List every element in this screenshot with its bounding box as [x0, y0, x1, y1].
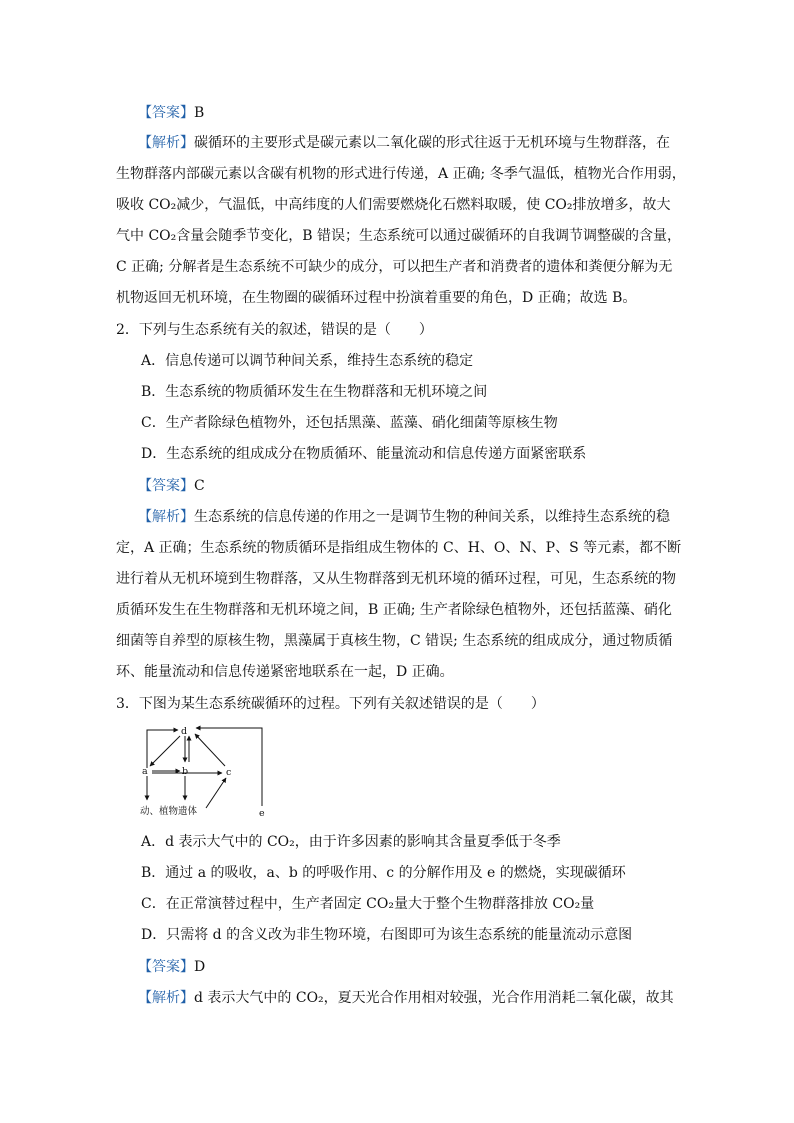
option-b: B．通过 a 的吸收，a、b 的呼吸作用、c 的分解作用及 e 的燃烧，实现碳循环	[141, 865, 626, 881]
analysis-line: 细菌等自养型的原核生物，黑藻属于真核生物，C 错误; 生态系统的组成成分，通过物质循	[116, 633, 673, 649]
analysis-tag: 【解析】	[138, 990, 194, 1006]
answer-line-3	[138, 957, 205, 977]
analysis-line: 定，A 正确；生态系统的物质循环是指组成生物体的 C、H、O、N、P、S 等元素，都不断	[116, 540, 682, 556]
analysis-line	[138, 133, 670, 153]
analysis-line: 气中 CO₂含量会随季节变化，B 错误；生态系统可以通过碳循环的自我调节调整碳的含量，	[116, 228, 681, 244]
analysis-line: C 正确; 分解者是生态系统不可缺少的成分，可以把生产者和消费者的遗体和粪便分解为无	[116, 259, 673, 275]
node-remains: 动、植物遗体	[140, 806, 198, 817]
analysis-line	[138, 988, 674, 1008]
analysis-line: 生物群落内部碳元素以含碳有机物的形式进行传递，A 正确; 冬季气温低，植物光合作用弱，	[116, 166, 686, 182]
option-c: C．生产者除绿色植物外，还包括黑藻、蓝藻、硝化细菌等原核生物	[141, 415, 558, 431]
option-d: D．生态系统的组成成分在物质循环、能量流动和信息传递方面紧密联系	[141, 446, 587, 462]
answer-line-1	[138, 103, 204, 123]
answer-line-2	[138, 476, 205, 496]
analysis-text: 生态系统的信息传递的作用之一是调节生物的种间关系，以维持生态系统的稳	[194, 509, 670, 525]
answer-value: C	[194, 478, 205, 494]
analysis-line: 质循环发生在生物群落和无机环境之间，B 正确; 生产者除绿色植物外，还包括蓝藻、硝化	[116, 602, 672, 618]
node-e: e	[259, 808, 265, 819]
question-stem: 2．下列与生态系统有关的叙述，错误的是（ ）	[116, 322, 433, 338]
answer-tag: 【答案】	[138, 478, 194, 494]
answer-value: D	[194, 959, 206, 975]
answer-tag: 【答案】	[138, 959, 194, 975]
analysis-line: 机物返回无机环境，在生物圈的碳循环过程中扮演着重要的角色，D 正确；故选 B。	[116, 290, 637, 306]
analysis-line: 环、能量流动和信息传递紧密地联系在一起，D 正确。	[116, 664, 454, 680]
analysis-text: d 表示大气中的 CO₂，夏天光合作用相对较强，光合作用消耗二氧化碳，故其	[194, 990, 674, 1006]
analysis-text: 碳循环的主要形式是碳元素以二氧化碳的形式往返于无机环境与生物群落，在	[194, 135, 670, 151]
node-b: b	[182, 766, 189, 777]
analysis-tag: 【解析】	[138, 509, 194, 525]
option-a: A．d 表示大气中的 CO₂，由于许多因素的影响其含量夏季低于冬季	[141, 834, 561, 850]
option-d: D．只需将 d 的含义改为非生物环境，右图即可为该生态系统的能量流动示意图	[141, 927, 633, 943]
answer-value: B	[194, 105, 205, 121]
carbon-cycle-diagram	[140, 722, 270, 822]
analysis-tag: 【解析】	[138, 135, 194, 151]
answer-tag: 【答案】	[138, 105, 194, 121]
analysis-line	[138, 507, 670, 527]
node-d: d	[181, 726, 188, 737]
diagram-arrows	[147, 728, 262, 808]
question-stem: 3．下图为某生态系统碳循环的过程。下列有关叙述错误的是（ ）	[116, 696, 545, 712]
option-a: A．信息传递可以调节种间关系，维持生态系统的稳定	[141, 353, 474, 369]
node-a: a	[142, 766, 148, 777]
analysis-line: 吸收 CO₂减少，气温低，中高纬度的人们需要燃烧化石燃料取暖，使 CO₂排放增多，故大	[116, 197, 671, 213]
option-b: B．生态系统的物质循环发生在生物群落和无机环境之间	[141, 384, 488, 400]
analysis-line: 进行着从无机环境到生物群落，又从生物群落到无机环境的循环过程，可见，生态系统的物	[116, 571, 676, 587]
node-c: c	[226, 767, 232, 778]
option-c: C．在正常演替过程中，生产者固定 CO₂量大于整个生物群落排放 CO₂量	[141, 896, 595, 912]
